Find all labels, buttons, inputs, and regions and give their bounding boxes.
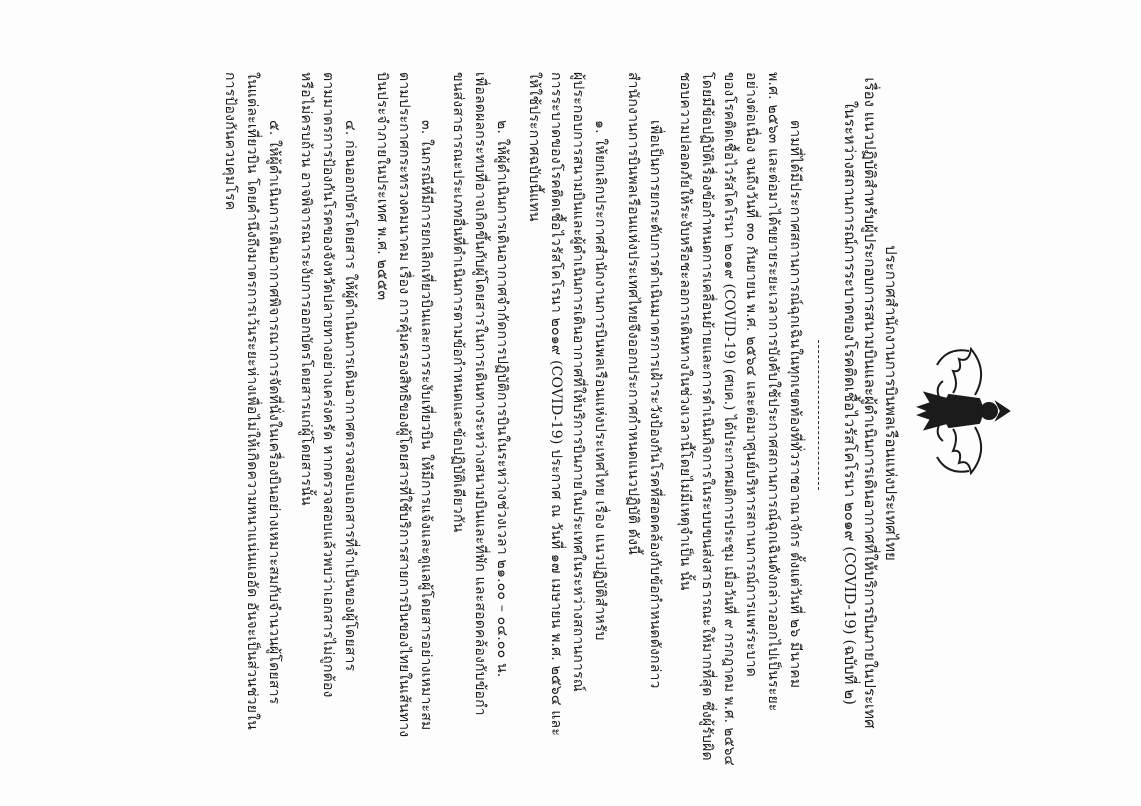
intro-line-5: โดยมีข้อปฏิบัติเรื่องข้อกำหนดการเคลื่อนย้ายและการดำเนินกิจการในระบบขนส่งสาธารณะให้มากที่สุด ซึ่งผู้รับผิด: [699, 72, 715, 761]
intro-line-1: ตามที่ได้มีประกาศสถานการณ์ฉุกเฉินในทุกเขตท้องที่ทั่วราชอาณาจักร ตั้งแต่วันที่ ๒๖ มีนาคม: [787, 120, 803, 689]
subject-line-2: ในระหว่างสถานการณ์การระบาดของโรคติดเชื้อไวรัสโคโรนา ๒๐๑๙ (COVID-19) (ฉบับที่ ๒): [841, 101, 859, 705]
item-3-line-1: ๓. ในกรณีที่มีการยกเลิกเที่ยวบินและการระงับเที่ยวบิน ให้มีการแจ้งและดูแลผู้โดยสารอย่างเหมาะสม: [418, 120, 434, 731]
item-5-line-3: การป้องกันควบคุมโรค: [222, 72, 238, 211]
garuda-emblem-icon: [909, 341, 1019, 481]
purpose-line-2: สำนักงานการบินพลเรือนแห่งประเทศไทยจึงออกประกาศกำหนดแนวปฏิบัติ ดังนี้: [625, 72, 641, 555]
item-1-line-1: ๑. ให้ยกเลิกประกาศสำนักงานการบินพลเรือนแห่งประเทศไทย เรื่อง แนวปฏิบัติสำหรับ: [592, 120, 608, 641]
subject-line-1: เรื่อง แนวปฏิบัติสำหรับผู้ประกอบการสนามบินและผู้ดำเนินการเดินอากาศที่ให้บริการบินภายในประเทศ: [861, 77, 879, 729]
item-2-line-3: ขนส่งสาธารณะประเภทอื่นที่ดำเนินการตามข้อกำหนดและข้อปฏิบัติเดียวกัน: [450, 72, 466, 533]
item-4-line-2: ตามมาตรการป้องกันโรคของจังหวัดปลายทางอย่างเคร่งครัด หากตรวจสอบแล้วพบว่าเอกสารไม่ถูกต้อง: [320, 72, 336, 698]
purpose-line-1: เพื่อเป็นการยกระดับการดำเนินมาตรการเฝ้าระวังป้องกันโรคที่สอดคล้องกับข้อกำหนดดังกล่าว: [647, 120, 663, 689]
item-3-line-3: บินประจำภายในประเทศ พ.ศ. ๒๕๕๓: [374, 72, 390, 301]
intro-line-3: อย่างต่อเนื่อง จนถึงวันที่ ๓๐ กันยายน พ.ศ. ๒๕๖๔ และต่อมาศูนย์บริหารสถานการณ์การแพร่ระบาด: [743, 72, 759, 677]
item-3-line-2: ตามประกาศกระทรวงคมนาคม เรื่อง การคุ้มครองสิทธิของผู้โดยสารที่ใช้บริการสายการบินของไทยในเส้นทาง: [396, 72, 412, 738]
item-1-line-3: การระบาดของโรคติดเชื้อไวรัสโคโรนา ๒๐๑๙ (COVID-19) ประกาศ ณ วันที่ ๑๗ เมษายน พ.ศ. ๒๕๖๔ และ: [548, 72, 564, 737]
item-1-line-2: ผู้ประกอบการสนามบินและผู้ดำเนินการเดินอากาศที่ให้บริการบินภายในประเทศในระหว่างสถานการณ์: [570, 72, 586, 692]
item-5-line-1: ๕. ให้ผู้ดำเนินการเดินอากาศพิจารณาการจัดที่นั่งในเครื่องบินอย่างเหมาะสมกับจำนวนผู้โดยสาร: [266, 120, 282, 705]
item-4-line-1: ๔. ก่อนออกบัตรโดยสาร ให้ผู้ดำเนินการเดินอากาศตรวจสอบเอกสารที่จำเป็นของผู้โดยสาร: [342, 120, 358, 672]
title-divider: [818, 340, 819, 490]
announcement-title: ประกาศสำนักงานการบินพลเรือนแห่งประเทศไทย: [882, 245, 900, 561]
item-4-line-3: หรือไม่ครบถ้วน อาจพิจารณาระงับการออกบัตรโดยสารแก่ผู้โดยสารนั้น: [298, 72, 314, 506]
item-2-line-2: เพื่อลดผลกระทบที่อาจเกิดขึ้นกับผู้โดยสารในการเดินทางระหว่างสนามบินและที่พัก และสอดคล้องกับข้อกำ: [472, 72, 488, 716]
intro-line-6: ชอบความปลอดภัยให้ระงับหรือชะลอการเดินทางในช่วงเวลานี้โดยไม่มีเหตุจำเป็น นั้น: [677, 72, 693, 591]
item-5-line-2: ในแต่ละเที่ยวบิน โดยคำนึงถึงมาตรการเว้นระยะห่างเพื่อไม่ให้เกิดความหนาแน่นแออัด อันจะเป็นส่วนช่วยใน: [244, 72, 260, 730]
intro-line-2: พ.ศ. ๒๕๖๓ และต่อมาได้ขยายระยะเวลาการบังคับใช้ประกาศสถานการณ์ฉุกเฉินดังกล่าวออกไปเป็นระยะ: [765, 72, 781, 712]
item-1-line-4: ให้ใช้ประกาศฉบับนี้แทน: [526, 72, 542, 222]
item-2-line-1: ๒. ให้ผู้ดำเนินการเดินอากาศจำกัดการปฏิบัติการบินในระหว่างช่วงเวลา ๒๑.๐๐ – ๐๔.๐๐ น.: [494, 120, 510, 678]
intro-line-4: ของโรคติดเชื้อไวรัสโคโรนา ๒๐๑๙ (COVID-19) (ศบค.) ได้ประกาศมติการประชุม เมื่อวันที่ ๙ กรกฎาคม พ.ศ. ๒๕๖๔: [721, 72, 737, 766]
